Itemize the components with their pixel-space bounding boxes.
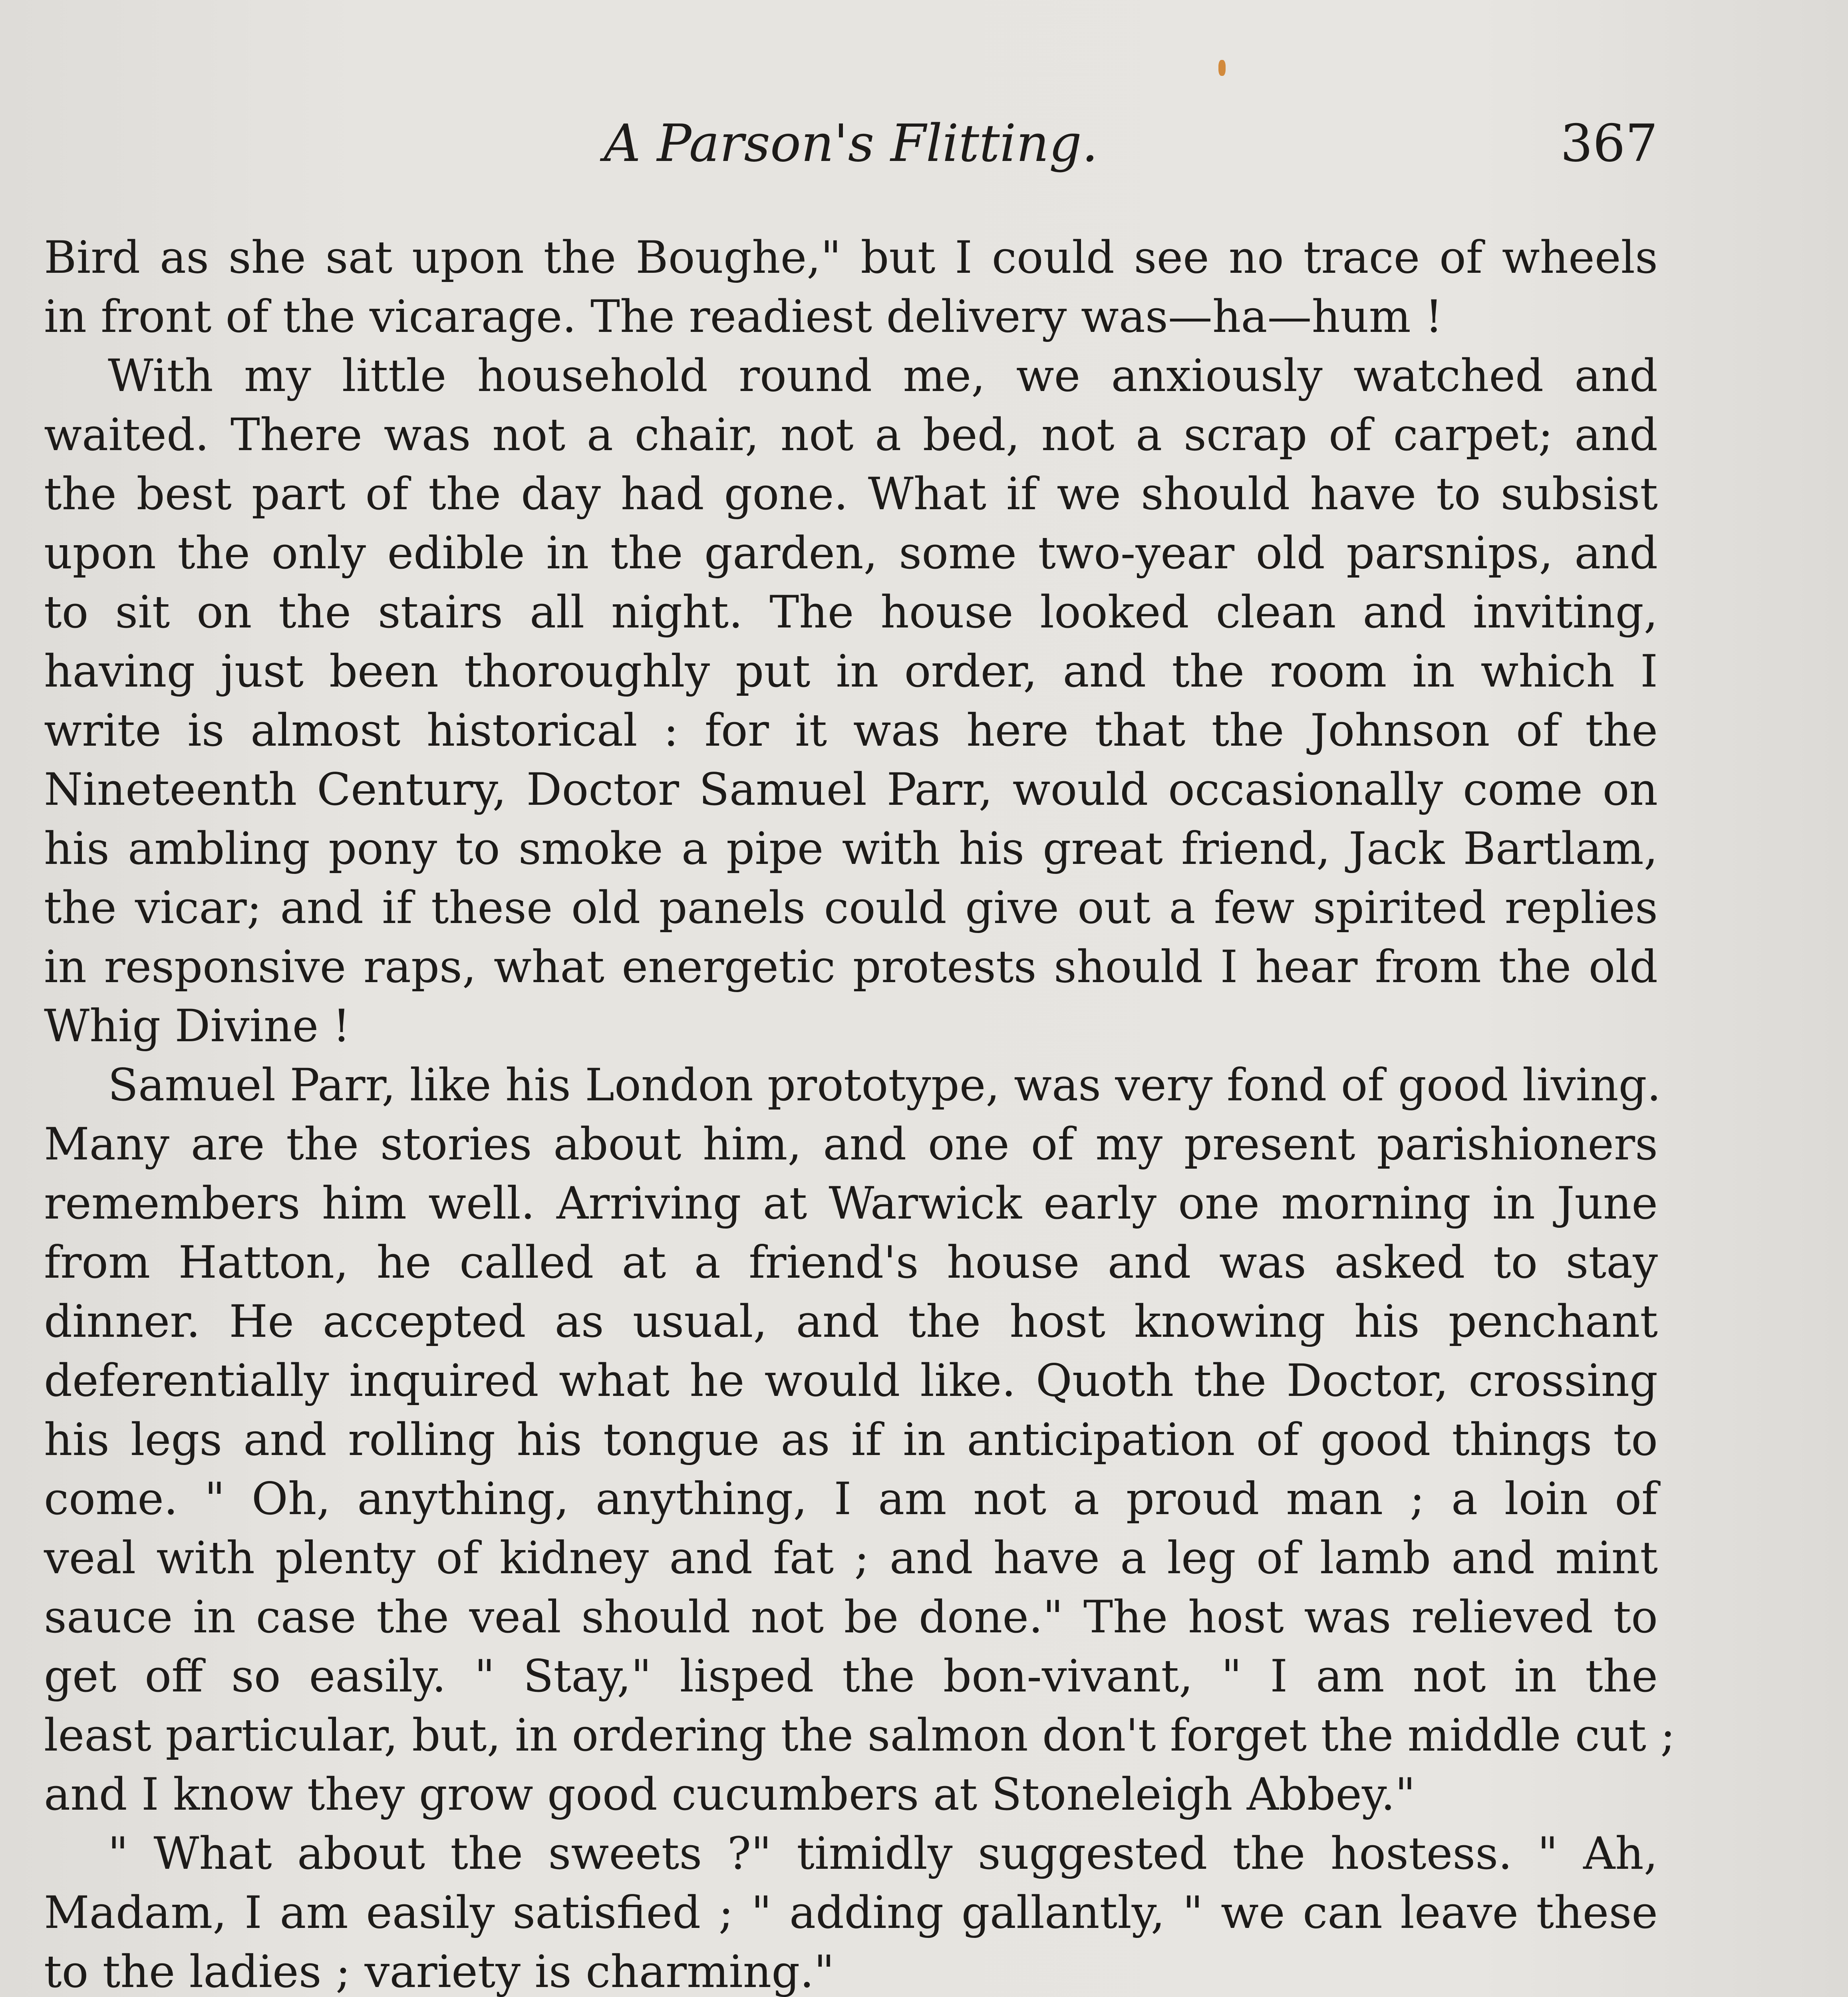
text-line: and I know they grow good cucumbers at Stoneleigh Abbey.": [44, 1769, 1416, 1820]
text-line: deferentially inquired what he would like. Quoth the Doctor, crossing: [44, 1355, 1658, 1407]
text-line: upon the only edible in the garden, some two-year old parsnips, and: [44, 528, 1658, 579]
page-header: [44, 108, 1658, 180]
text-line: get off so easily. " Stay," lisped the bon-vivant, " I am not in the: [44, 1651, 1658, 1702]
text-line: remembers him well. Arriving at Warwick early one morning in June: [44, 1178, 1658, 1229]
text-line: " What about the sweets ?" timidly suggested the hostess. " Ah,: [108, 1828, 1658, 1880]
text-line: his ambling pony to smoke a pipe with his great friend, Jack Bartlam,: [44, 823, 1658, 875]
text-line: the best part of the day had gone. What if we should have to subsist: [44, 468, 1658, 520]
paper-speck: [1218, 60, 1226, 76]
text-line: Nineteenth Century, Doctor Samuel Parr, would occasionally come on: [44, 764, 1658, 816]
text-line: waited. There was not a chair, not a bed, not a scrap of carpet; and: [44, 409, 1658, 461]
text-line: in responsive raps, what energetic protests should I hear from the old: [44, 941, 1658, 993]
body-text: [44, 228, 1675, 1997]
text-line: veal with plenty of kidney and fat ; and have a leg of lamb and mint: [44, 1532, 1658, 1584]
text-line: Many are the stories about him, and one of my present parishioners: [44, 1119, 1658, 1170]
text-line: to sit on the stairs all night. The house looked clean and inviting,: [44, 587, 1658, 638]
text-line: write is almost historical : for it was here that the Johnson of the: [44, 705, 1658, 756]
text-line: come. " Oh, anything, anything, I am not a proud man ; a loin of: [44, 1473, 1658, 1525]
text-line: having just been thoroughly put in order, and the room in which I: [44, 646, 1658, 697]
text-line: Bird as she sat upon the Boughe," but I could see no trace of wheels: [44, 232, 1658, 284]
running-title: A Parson's Flitting.: [604, 114, 1098, 173]
text-line: Madam, I am easily satisfied ; " adding gallantly, " we can leave these: [44, 1887, 1658, 1939]
text-line: to the ladies ; variety is charming.": [44, 1946, 835, 1997]
text-line: sauce in case the veal should not be done." The host was relieved to: [44, 1592, 1658, 1643]
text-line: Whig Divine !: [44, 1000, 351, 1052]
text-line: his legs and rolling his tongue as if in anticipation of good things to: [44, 1414, 1658, 1466]
text-line: dinner. He accepted as usual, and the host knowing his penchant: [44, 1296, 1658, 1348]
text-line: from Hatton, he called at a friend's house and was asked to stay: [44, 1237, 1658, 1288]
page-number: 367: [1560, 114, 1658, 173]
text-line: With my little household round me, we anxiously watched and: [108, 350, 1658, 402]
text-line: in front of the vicarage. The readiest delivery was—ha—hum !: [44, 291, 1443, 343]
text-line: the vicar; and if these old panels could give out a few spirited replies: [44, 882, 1658, 934]
text-line: least particular, but, in ordering the salmon don't forget the middle cut ;: [44, 1710, 1675, 1761]
text-line: Samuel Parr, like his London prototype, was very fond of good living.: [108, 1060, 1661, 1111]
